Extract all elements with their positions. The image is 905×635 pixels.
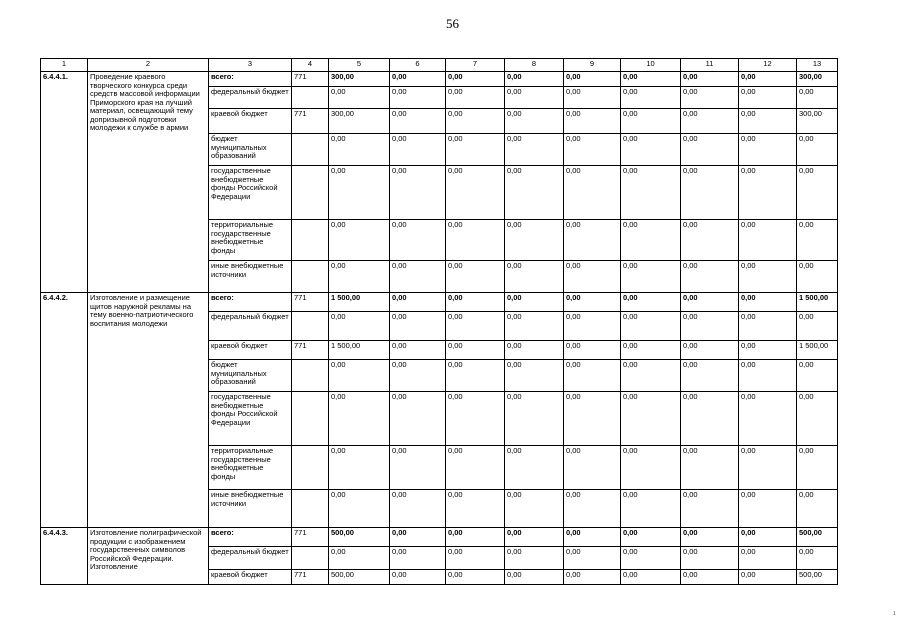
amount-cell: 0,00 [621, 312, 681, 341]
amount-cell: 0,00 [390, 490, 446, 528]
table-row [41, 72, 838, 87]
amount-cell: 0,00 [797, 392, 838, 446]
amount-cell: 0,00 [564, 293, 621, 312]
grbs-code [292, 312, 329, 341]
amount-cell: 0,00 [390, 72, 446, 87]
amount-cell: 0,00 [505, 446, 564, 490]
header-cell: 2 [88, 59, 209, 72]
amount-cell: 0,00 [681, 220, 739, 261]
amount-cell: 0,00 [797, 312, 838, 341]
grbs-code [292, 392, 329, 446]
amount-cell: 0,00 [621, 341, 681, 360]
grbs-code [292, 446, 329, 490]
amount-cell: 0,00 [564, 261, 621, 293]
amount-cell: 0,00 [329, 547, 390, 570]
amount-cell: 0,00 [390, 547, 446, 570]
amount-cell: 0,00 [505, 109, 564, 134]
amount-cell: 0,00 [739, 87, 797, 109]
amount-cell: 0,00 [329, 134, 390, 166]
header-cell: 6 [390, 59, 446, 72]
amount-cell: 0,00 [739, 392, 797, 446]
amount-cell: 1 500,00 [329, 341, 390, 360]
amount-cell: 0,00 [621, 490, 681, 528]
amount-cell: 0,00 [681, 446, 739, 490]
amount-cell: 0,00 [505, 293, 564, 312]
amount-cell: 0,00 [797, 446, 838, 490]
amount-cell: 0,00 [739, 220, 797, 261]
grbs-code: 771 [292, 72, 329, 87]
amount-cell: 0,00 [446, 261, 505, 293]
grbs-code [292, 360, 329, 392]
amount-cell: 0,00 [621, 570, 681, 585]
amount-cell: 0,00 [390, 392, 446, 446]
amount-cell: 0,00 [505, 392, 564, 446]
amount-cell: 0,00 [681, 570, 739, 585]
amount-cell: 0,00 [739, 312, 797, 341]
amount-cell: 0,00 [390, 360, 446, 392]
amount-cell: 0,00 [505, 312, 564, 341]
amount-cell: 300,00 [797, 109, 838, 134]
grbs-code: 771 [292, 341, 329, 360]
amount-cell: 0,00 [739, 72, 797, 87]
amount-cell: 0,00 [329, 360, 390, 392]
header-cell: 1 [41, 59, 88, 72]
amount-cell: 0,00 [390, 220, 446, 261]
measure-name: Изготовление и размещение щитов наружной рекламы на тему военно-патриотического воспитания молодежи [88, 293, 209, 528]
funding-source: всего: [209, 293, 292, 312]
amount-cell: 0,00 [446, 528, 505, 547]
amount-cell: 300,00 [329, 109, 390, 134]
amount-cell: 0,00 [681, 490, 739, 528]
amount-cell: 0,00 [681, 166, 739, 220]
measure-code: 6.4.4.1. [41, 72, 88, 293]
amount-cell: 0,00 [621, 220, 681, 261]
amount-cell: 0,00 [681, 134, 739, 166]
amount-cell: 0,00 [681, 293, 739, 312]
amount-cell: 0,00 [446, 87, 505, 109]
funding-source: федеральный бюджет [209, 312, 292, 341]
amount-cell: 0,00 [446, 360, 505, 392]
amount-cell: 0,00 [329, 261, 390, 293]
amount-cell: 0,00 [390, 261, 446, 293]
header-cell: 4 [292, 59, 329, 72]
amount-cell: 0,00 [739, 490, 797, 528]
amount-cell: 0,00 [390, 570, 446, 585]
amount-cell: 0,00 [564, 528, 621, 547]
amount-cell: 0,00 [329, 220, 390, 261]
amount-cell: 0,00 [390, 446, 446, 490]
amount-cell: 0,00 [621, 528, 681, 547]
funding-source: иные внебюджетные источники [209, 261, 292, 293]
grbs-code: 771 [292, 109, 329, 134]
amount-cell: 0,00 [446, 312, 505, 341]
amount-cell: 0,00 [446, 72, 505, 87]
grbs-code [292, 87, 329, 109]
measure-code: 6.4.4.3. [41, 528, 88, 585]
amount-cell: 0,00 [739, 293, 797, 312]
amount-cell: 0,00 [621, 547, 681, 570]
amount-cell: 0,00 [621, 446, 681, 490]
grbs-code: 771 [292, 528, 329, 547]
amount-cell: 0,00 [390, 166, 446, 220]
funding-source: краевой бюджет [209, 341, 292, 360]
amount-cell: 0,00 [390, 109, 446, 134]
amount-cell: 0,00 [621, 109, 681, 134]
table-row [41, 293, 838, 312]
header-cell: 9 [564, 59, 621, 72]
amount-cell: 0,00 [564, 109, 621, 134]
amount-cell: 0,00 [681, 87, 739, 109]
funding-source: государственные внебюджетные фонды Российской Федерации [209, 392, 292, 446]
amount-cell: 300,00 [797, 72, 838, 87]
page-number: 56 [446, 16, 459, 31]
amount-cell: 0,00 [564, 134, 621, 166]
funding-source: государственные внебюджетные фонды Российской Федерации [209, 166, 292, 220]
header-cell: 12 [739, 59, 797, 72]
table-body [41, 72, 838, 585]
funding-source: всего: [209, 528, 292, 547]
amount-cell: 0,00 [390, 528, 446, 547]
corner-mark: 1 [893, 611, 896, 617]
amount-cell: 0,00 [621, 166, 681, 220]
amount-cell: 0,00 [505, 570, 564, 585]
grbs-code [292, 490, 329, 528]
amount-cell: 0,00 [681, 547, 739, 570]
funding-source: краевой бюджет [209, 570, 292, 585]
amount-cell: 0,00 [797, 360, 838, 392]
amount-cell: 0,00 [797, 220, 838, 261]
header-cell: 11 [681, 59, 739, 72]
amount-cell: 0,00 [329, 446, 390, 490]
amount-cell: 500,00 [329, 570, 390, 585]
amount-cell: 0,00 [621, 360, 681, 392]
amount-cell: 0,00 [564, 570, 621, 585]
amount-cell: 500,00 [329, 528, 390, 547]
grbs-code [292, 134, 329, 166]
amount-cell: 0,00 [681, 392, 739, 446]
amount-cell: 0,00 [564, 72, 621, 87]
header-cell: 5 [329, 59, 390, 72]
amount-cell: 0,00 [505, 134, 564, 166]
amount-cell: 0,00 [739, 446, 797, 490]
amount-cell: 0,00 [681, 72, 739, 87]
amount-cell: 0,00 [505, 220, 564, 261]
amount-cell: 1 500,00 [797, 293, 838, 312]
amount-cell: 500,00 [797, 570, 838, 585]
amount-cell: 0,00 [505, 261, 564, 293]
funding-source: территориальные государственные внебюджетные фонды [209, 446, 292, 490]
funding-source: краевой бюджет [209, 109, 292, 134]
amount-cell: 0,00 [564, 166, 621, 220]
header-cell: 3 [209, 59, 292, 72]
amount-cell: 0,00 [739, 360, 797, 392]
amount-cell: 0,00 [797, 261, 838, 293]
amount-cell: 0,00 [797, 134, 838, 166]
table-row [41, 528, 838, 547]
amount-cell: 0,00 [505, 360, 564, 392]
amount-cell: 0,00 [446, 446, 505, 490]
amount-cell: 0,00 [564, 220, 621, 261]
amount-cell: 0,00 [505, 72, 564, 87]
amount-cell: 0,00 [621, 134, 681, 166]
amount-cell: 0,00 [446, 166, 505, 220]
amount-cell: 0,00 [446, 392, 505, 446]
amount-cell: 0,00 [564, 547, 621, 570]
funding-source: всего: [209, 72, 292, 87]
amount-cell: 0,00 [446, 341, 505, 360]
amount-cell: 0,00 [446, 220, 505, 261]
amount-cell: 0,00 [681, 261, 739, 293]
header-cell: 8 [505, 59, 564, 72]
amount-cell: 0,00 [564, 360, 621, 392]
measure-code: 6.4.4.2. [41, 293, 88, 528]
amount-cell: 0,00 [797, 166, 838, 220]
amount-cell: 0,00 [564, 341, 621, 360]
amount-cell: 0,00 [390, 312, 446, 341]
funding-source: федеральный бюджет [209, 87, 292, 109]
amount-cell: 1 500,00 [329, 293, 390, 312]
grbs-code [292, 261, 329, 293]
amount-cell: 0,00 [797, 547, 838, 570]
amount-cell: 0,00 [446, 547, 505, 570]
amount-cell: 0,00 [739, 341, 797, 360]
amount-cell: 0,00 [505, 341, 564, 360]
funding-source: бюджет муниципальных образований [209, 360, 292, 392]
grbs-code: 771 [292, 293, 329, 312]
amount-cell: 0,00 [681, 360, 739, 392]
amount-cell: 0,00 [446, 134, 505, 166]
amount-cell: 0,00 [329, 490, 390, 528]
amount-cell: 0,00 [681, 341, 739, 360]
amount-cell: 0,00 [681, 528, 739, 547]
amount-cell: 0,00 [505, 547, 564, 570]
grbs-code: 771 [292, 570, 329, 585]
amount-cell: 0,00 [739, 261, 797, 293]
amount-cell: 0,00 [505, 490, 564, 528]
amount-cell: 0,00 [329, 392, 390, 446]
amount-cell: 0,00 [390, 134, 446, 166]
grbs-code [292, 220, 329, 261]
amount-cell: 500,00 [797, 528, 838, 547]
amount-cell: 0,00 [329, 312, 390, 341]
amount-cell: 0,00 [329, 166, 390, 220]
grbs-code [292, 547, 329, 570]
budget-table [40, 58, 838, 585]
amount-cell: 0,00 [739, 134, 797, 166]
amount-cell: 0,00 [505, 87, 564, 109]
amount-cell: 0,00 [739, 166, 797, 220]
amount-cell: 0,00 [681, 109, 739, 134]
amount-cell: 0,00 [564, 392, 621, 446]
measure-name: Изготовление полиграфической продукции с изображением государственных символов Российской Федерации. Изготовление [88, 528, 209, 585]
amount-cell: 0,00 [505, 166, 564, 220]
amount-cell: 0,00 [564, 312, 621, 341]
amount-cell: 0,00 [681, 312, 739, 341]
amount-cell: 0,00 [739, 570, 797, 585]
funding-source: территориальные государственные внебюджетные фонды [209, 220, 292, 261]
amount-cell: 1 500,00 [797, 341, 838, 360]
amount-cell: 0,00 [564, 490, 621, 528]
header-row [41, 59, 838, 72]
header-cell: 10 [621, 59, 681, 72]
amount-cell: 0,00 [739, 109, 797, 134]
header-cell: 7 [446, 59, 505, 72]
funding-source: иные внебюджетные источники [209, 490, 292, 528]
amount-cell: 0,00 [564, 87, 621, 109]
grbs-code [292, 166, 329, 220]
amount-cell: 0,00 [390, 341, 446, 360]
amount-cell: 0,00 [621, 293, 681, 312]
amount-cell: 0,00 [446, 293, 505, 312]
amount-cell: 0,00 [797, 490, 838, 528]
amount-cell: 0,00 [505, 528, 564, 547]
amount-cell: 0,00 [621, 72, 681, 87]
amount-cell: 0,00 [739, 547, 797, 570]
amount-cell: 300,00 [329, 72, 390, 87]
amount-cell: 0,00 [564, 446, 621, 490]
measure-name: Проведение краевого творческого конкурса среди средств массовой информации Приморского края на лучший материал, освещающий тему допризывной подготовки молодежи к службе в армии [88, 72, 209, 293]
amount-cell: 0,00 [390, 87, 446, 109]
amount-cell: 0,00 [739, 528, 797, 547]
header-cell: 13 [797, 59, 838, 72]
amount-cell: 0,00 [797, 87, 838, 109]
amount-cell: 0,00 [621, 261, 681, 293]
amount-cell: 0,00 [621, 87, 681, 109]
amount-cell: 0,00 [621, 392, 681, 446]
amount-cell: 0,00 [329, 87, 390, 109]
amount-cell: 0,00 [446, 490, 505, 528]
funding-source: бюджет муниципальных образований [209, 134, 292, 166]
funding-source: федеральный бюджет [209, 547, 292, 570]
amount-cell: 0,00 [446, 109, 505, 134]
amount-cell: 0,00 [390, 293, 446, 312]
amount-cell: 0,00 [446, 570, 505, 585]
